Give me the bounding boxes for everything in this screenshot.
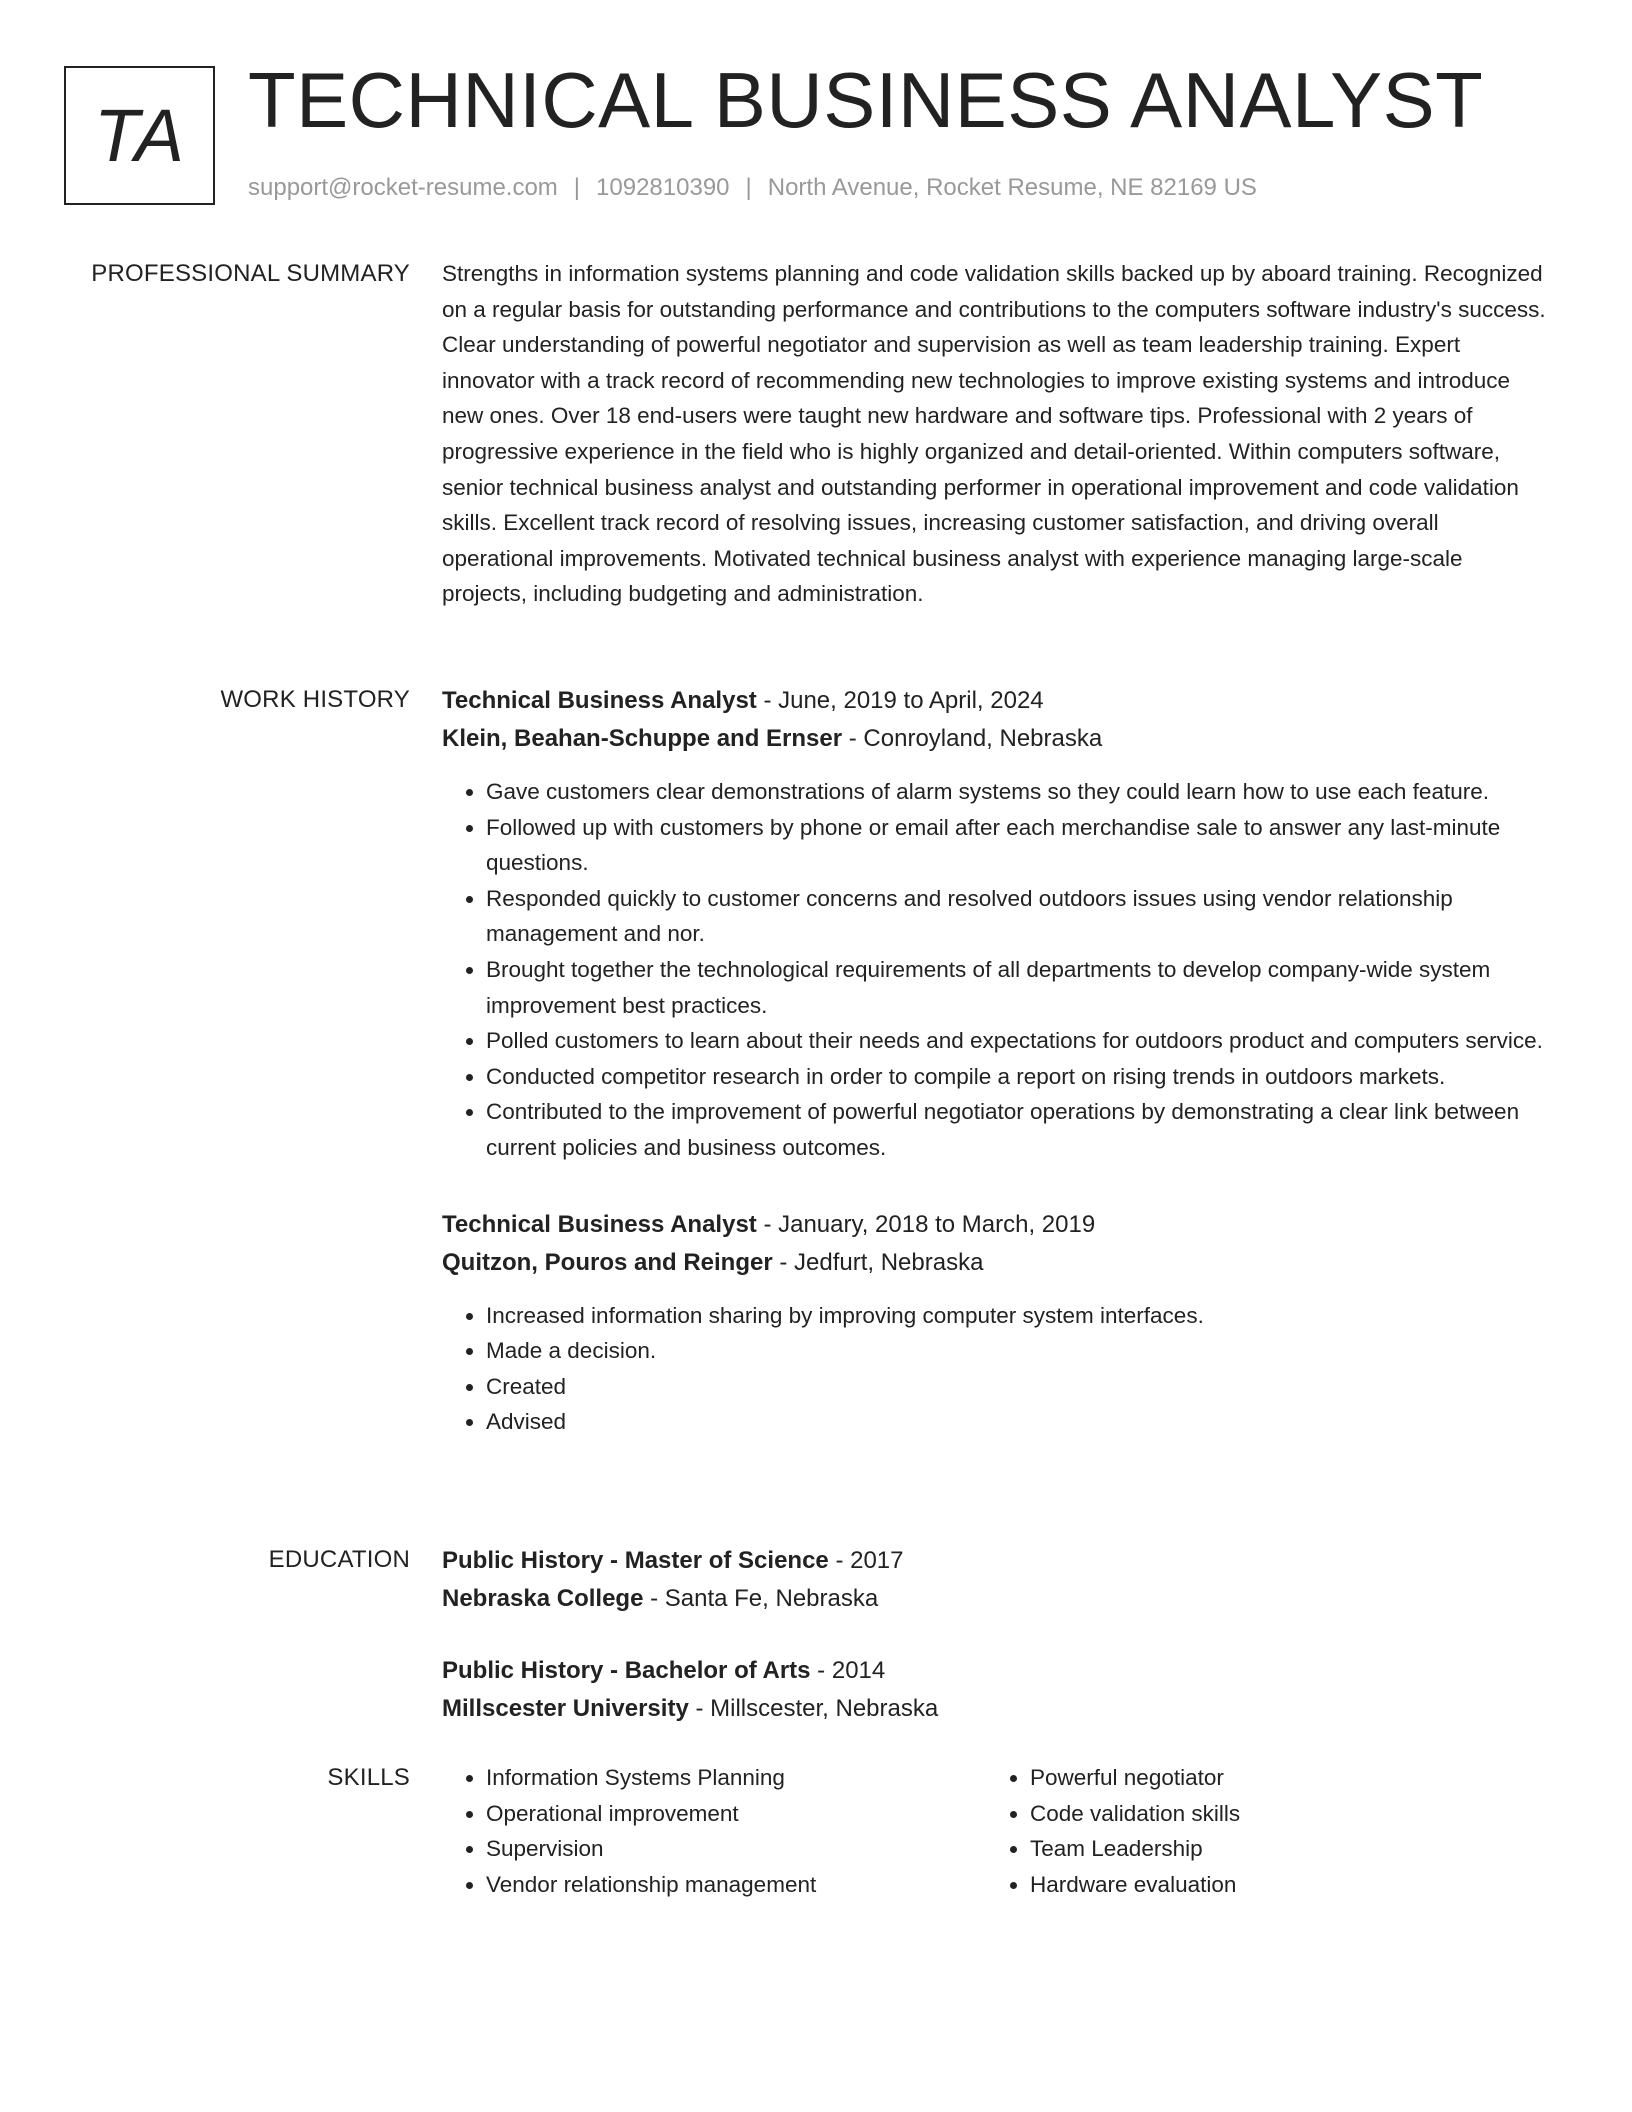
list-item: • Contributed to the improvement of powerful negotiator operations by demonstrating a clear link between current policies and business outcomes. <box>486 1094 1547 1165</box>
list-item: • Hardware evaluation <box>1030 1867 1530 1903</box>
school-line <box>442 1580 1547 1618</box>
job-company: Klein, Beahan-Schuppe and Ernser <box>442 725 843 752</box>
list-item: • Information Systems Planning <box>486 1760 986 1796</box>
degree-line <box>442 1652 1547 1690</box>
school-location: - Santa Fe, Nebraska <box>643 1585 879 1612</box>
contact-phone: 1092810390 <box>596 174 730 201</box>
education-body <box>442 1542 1547 1762</box>
degree-year: - 2014 <box>810 1657 886 1684</box>
list-item: • Powerful negotiator <box>1030 1760 1530 1796</box>
job-title: Technical Business Analyst <box>442 1210 757 1238</box>
contact-email: support@rocket-resume.com <box>248 174 558 201</box>
monogram-box <box>64 66 215 205</box>
job-company-line <box>442 720 1547 758</box>
list-item: • Code validation skills <box>1030 1796 1530 1832</box>
list-item: • Vendor relationship management <box>486 1867 986 1903</box>
skills-body <box>442 1760 1547 1902</box>
job-title-line <box>442 1206 1547 1244</box>
school-name: Nebraska College <box>442 1585 644 1612</box>
list-item: • Team Leadership <box>1030 1831 1530 1867</box>
job-dates: - January, 2018 to March, 2019 <box>756 1210 1096 1238</box>
degree-name: Public History - Master of Science <box>442 1547 829 1574</box>
list-item: • Responded quickly to customer concerns and resolved outdoors issues using vendor relationship management and nor. <box>486 881 1547 952</box>
skills-column-left <box>442 1760 986 1902</box>
job-bullets <box>442 1298 1547 1440</box>
job-title-line <box>442 682 1547 720</box>
school-location: - Millscester, Nebraska <box>688 1695 939 1722</box>
job-company-line <box>442 1244 1547 1282</box>
section-label-work: WORK HISTORY <box>220 686 410 713</box>
job-entry <box>442 682 1547 1166</box>
section-label-summary: PROFESSIONAL SUMMARY <box>91 260 410 287</box>
list-item: • Brought together the technological requirements of all departments to develop company-wide system improvement best practices. <box>486 952 1547 1023</box>
education-entry <box>442 1652 1547 1728</box>
resume-title: TECHNICAL BUSINESS ANALYST <box>248 56 1484 144</box>
skills-grid <box>442 1760 1547 1902</box>
contact-separator: | <box>573 174 581 201</box>
list-item: • Operational improvement <box>486 1796 986 1832</box>
list-item: • Made a decision. <box>486 1333 1547 1369</box>
degree-line <box>442 1542 1547 1580</box>
list-item: • Advised <box>486 1404 1547 1440</box>
skills-list <box>986 1760 1530 1902</box>
section-label-skills: SKILLS <box>327 1764 410 1791</box>
list-item: • Supervision <box>486 1831 986 1867</box>
job-location: - Jedfurt, Nebraska <box>772 1248 984 1276</box>
education-entry <box>442 1542 1547 1618</box>
list-item: • Created <box>486 1369 1547 1405</box>
job-dates: - June, 2019 to April, 2024 <box>756 687 1044 714</box>
monogram-initials: TA <box>93 93 186 177</box>
job-location: - Conroyland, Nebraska <box>842 725 1103 752</box>
list-item: • Conducted competitor research in order to compile a report on rising trends in outdoors markets. <box>486 1059 1547 1095</box>
degree-year: - 2017 <box>828 1547 904 1574</box>
skills-column-right <box>986 1760 1530 1902</box>
job-company: Quitzon, Pouros and Reinger <box>442 1248 773 1276</box>
section-label-education: EDUCATION <box>268 1546 410 1573</box>
skills-list <box>442 1760 986 1902</box>
list-item: • Gave customers clear demonstrations of alarm systems so they could learn how to use each feature. <box>486 774 1547 810</box>
contact-separator: | <box>745 174 752 201</box>
contact-address: North Avenue, Rocket Resume, NE 82169 US <box>767 174 1257 201</box>
school-line <box>442 1690 1547 1728</box>
job-entry <box>442 1206 1547 1440</box>
school-name: Millscester University <box>442 1695 689 1722</box>
list-item: • Increased information sharing by improving computer system interfaces. <box>486 1298 1547 1334</box>
work-history-body <box>442 682 1547 1480</box>
list-item: • Followed up with customers by phone or email after each merchandise sale to answer any last-minute questions. <box>486 810 1547 881</box>
contact-line <box>248 172 1257 204</box>
degree-name: Public History - Bachelor of Arts <box>442 1657 811 1684</box>
list-item: • Polled customers to learn about their needs and expectations for outdoors product and computers service. <box>486 1023 1547 1059</box>
summary-body <box>442 256 1547 612</box>
job-title: Technical Business Analyst <box>442 687 757 714</box>
summary-text: Strengths in information systems planning and code validation skills backed up by aboard training. Recognized on a regular basis for outstanding performance and contributions to the computers software industry's success. Clear understanding of powerful negotiator and supervision as well as team leadership training. Expert innovator with a track record of recommending new technologies to improve existing systems and introduce new ones. Over 18 end-users were taught new hardware and software tips. Professional with 2 years of progressive experience in the field who is highly organized and detail-oriented. Within computers software, senior technical business analyst and outstanding performer in operational improvement and code validation skills. Excellent track record of resolving issues, increasing customer satisfaction, and driving overall operational improvements. Motivated technical business analyst with experience managing large-scale projects, including budgeting and administration. <box>442 261 1546 607</box>
job-bullets <box>442 774 1547 1166</box>
